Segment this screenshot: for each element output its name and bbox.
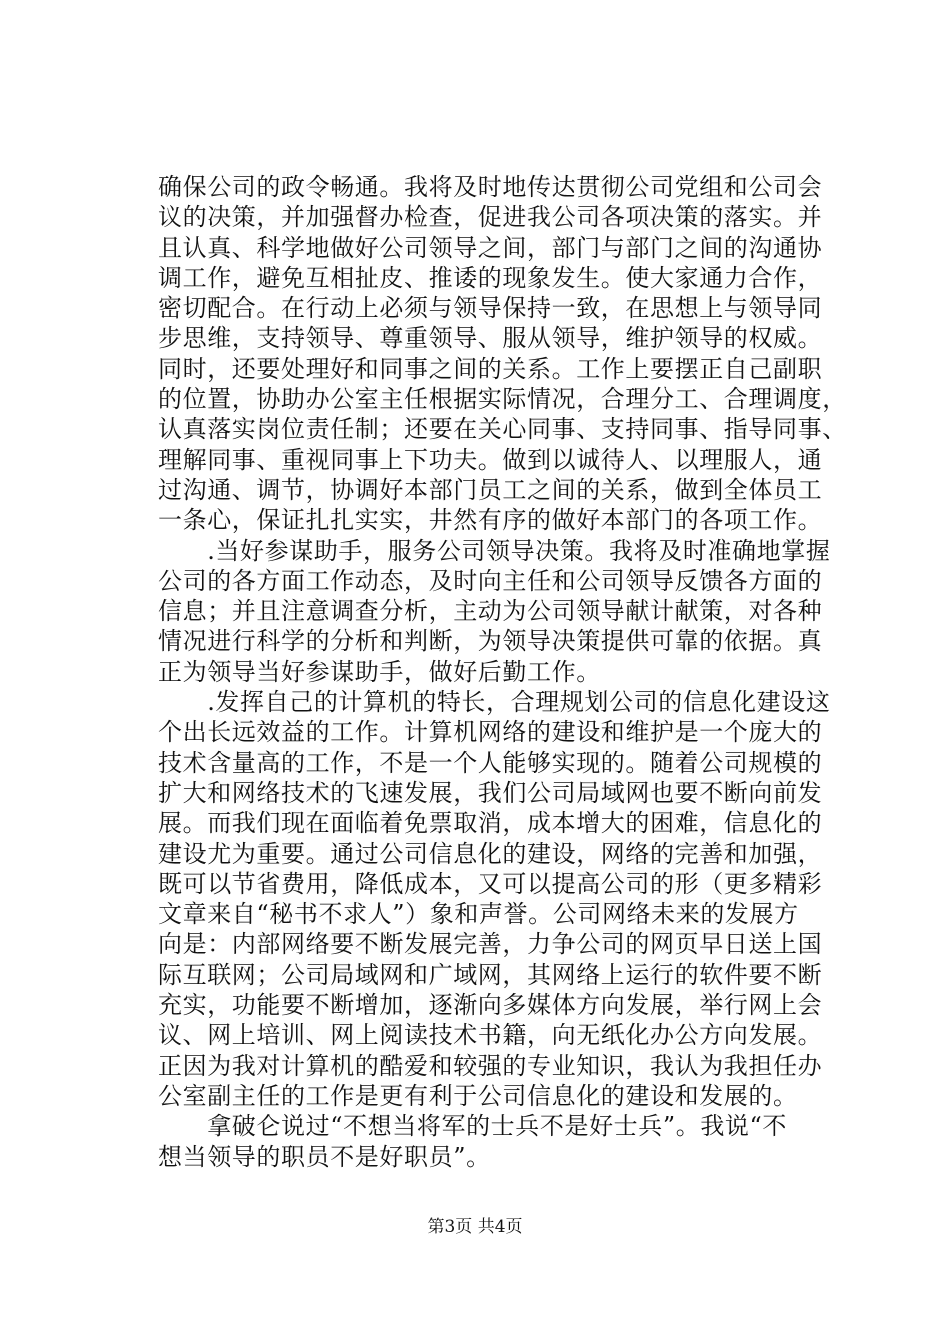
text-line: 充实，功能要不断增加，逐渐向多媒体方向发展，举行网上会 bbox=[158, 991, 823, 1020]
text-line: 个出长远效益的工作。计算机网络的建设和维护是一个庞大的 bbox=[158, 718, 823, 747]
text-line: 密切配合。在行动上必须与领导保持一致，在思想上与领导同 bbox=[158, 294, 823, 323]
text-line: 正因为我对计算机的酷爱和较强的专业知识，我认为我担任办 bbox=[158, 1051, 823, 1080]
text-line: 确保公司的政令畅通。我将及时地传达贯彻公司党组和公司会 bbox=[158, 173, 823, 201]
text-line: 既可以节省费用，降低成本，又可以提高公司的形（更多精彩 bbox=[158, 869, 823, 898]
text-line: 正为领导当好参谋助手，做好后勤工作。 bbox=[158, 657, 601, 686]
text-line: 议的决策，并加强督办检查，促进我公司各项决策的落实。并 bbox=[158, 203, 823, 232]
text-line: 文章来自“秘书不求人”）象和声誉。公司网络未来的发展方 bbox=[158, 900, 799, 929]
text-line: 的位置，协助办公室主任根据实际情况，合理分工、合理调度， bbox=[158, 385, 847, 414]
text-line: 展。而我们现在面临着免票取消，成本增大的困难，信息化的 bbox=[158, 809, 823, 838]
text-line: 技术含量高的工作，不是一个人能够实现的。随着公司规模的 bbox=[158, 748, 823, 777]
text-line: 一条心，保证扎扎实实，井然有序的做好本部门的各项工作。 bbox=[158, 506, 823, 535]
text-line: 同时，还要处理好和同事之间的关系。工作上要摆正自己副职 bbox=[158, 354, 823, 383]
text-line: 公司的各方面工作动态，及时向主任和公司领导反馈各方面的 bbox=[158, 566, 823, 595]
text-line: 步思维，支持领导、尊重领导、服从领导，维护领导的权威。 bbox=[158, 324, 823, 353]
text-line: 调工作，避免互相扯皮、推诿的现象发生。使大家通力合作， bbox=[158, 263, 823, 292]
text-line: 认真落实岗位责任制；还要在关心同事、支持同事、指导同事、 bbox=[158, 415, 847, 444]
text-line: 建设尤为重要。通过公司信息化的建设，网络的完善和加强， bbox=[158, 839, 823, 868]
text-line: 议、网上培训、网上阅读技术书籍，向无纸化办公方向发展。 bbox=[158, 1021, 823, 1050]
text-line: 向是：内部网络要不断发展完善，力争公司的网页早日送上国 bbox=[158, 930, 823, 959]
text-line: 且认真、科学地做好公司领导之间，部门与部门之间的沟通协 bbox=[158, 233, 823, 262]
text-line: 拿破仑说过“不想当将军的士兵不是好士兵”。我说“不 bbox=[158, 1112, 788, 1141]
text-line: 信息；并且注意调查分析，主动为公司领导献计献策，对各种 bbox=[158, 597, 823, 626]
text-line: 理解同事、重视同事上下功夫。做到以诚待人、以理服人，通 bbox=[158, 445, 823, 474]
text-line: 扩大和网络技术的飞速发展，我们公司局域网也要不断向前发 bbox=[158, 778, 823, 807]
text-line: 公室副主任的工作是更有利于公司信息化的建设和发展的。 bbox=[158, 1081, 798, 1110]
text-line: 过沟通、调节，协调好本部门员工之间的关系，做到全体员工 bbox=[158, 475, 823, 504]
body-text bbox=[158, 172, 847, 1172]
page-footer: 第3页 共4页 bbox=[427, 1217, 523, 1237]
text-line: .发挥自己的计算机的特长，合理规划公司的信息化建设这 bbox=[158, 688, 831, 717]
text-line: 想当领导的职员不是好职员”。 bbox=[158, 1142, 491, 1171]
text-line: 际互联网；公司局域网和广域网，其网络上运行的软件要不断 bbox=[158, 960, 823, 989]
text-line: .当好参谋助手，服务公司领导决策。我将及时准确地掌握 bbox=[158, 536, 831, 565]
text-line: 情况进行科学的分析和判断，为领导决策提供可靠的依据。真 bbox=[158, 627, 823, 656]
